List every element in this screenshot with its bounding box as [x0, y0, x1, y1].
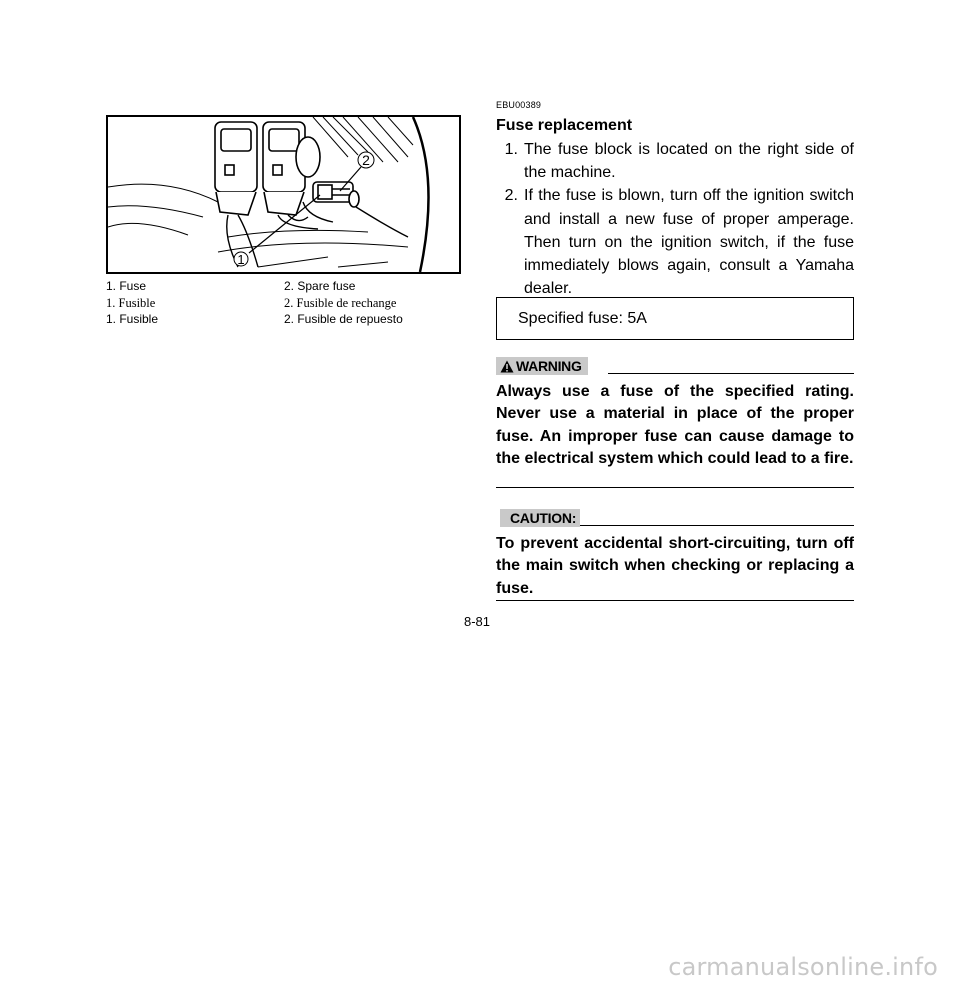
caption-spare-fuse-fr: 2. Fusible de rechange	[284, 295, 397, 310]
fuse-block-drawing	[108, 117, 459, 272]
warning-triangle-icon	[500, 360, 514, 373]
step-item	[496, 184, 854, 300]
caption-spare-fuse: 2. Spare fuse	[284, 279, 356, 293]
caution-badge	[500, 509, 580, 527]
watermark-text: carmanualsonline.info	[668, 953, 938, 981]
caption-fuse-es: 1. Fusible	[106, 312, 159, 326]
warning-bottom-rule	[496, 487, 854, 488]
section-code: EBU00389	[496, 100, 542, 110]
svg-text:2: 2	[362, 152, 370, 168]
caption-row-english	[106, 278, 466, 295]
caption-fuse-fr: 1. Fusible	[106, 295, 156, 310]
caption-spare-fuse-es: 2. Fusible de repuesto	[284, 312, 403, 326]
section-heading: Fuse replacement	[496, 117, 633, 134]
step-text: If the fuse is blown, turn off the ignition switch and install a new fuse of proper amperage. Then turn on the ignition switch, if the fuse immediately blows again, consult a Yamaha dealer.	[524, 187, 854, 298]
steps-list	[496, 138, 854, 300]
caution-label-row	[496, 509, 854, 529]
step-number: 1.	[504, 141, 518, 158]
caution-header-line	[580, 525, 854, 526]
step-item	[496, 138, 854, 184]
caution-label: CAUTION	[510, 510, 572, 526]
callout-1	[234, 252, 248, 267]
step-text: The fuse block is located on the right side of the machine.	[524, 141, 854, 182]
specification-box: Specified fuse: 5A	[496, 297, 854, 340]
caution-text: To prevent accidental short-circuiting, turn off the main switch when checking or replacing a fuse.	[496, 535, 854, 597]
svg-text:1: 1	[237, 252, 245, 267]
warning-badge	[496, 357, 588, 375]
warning-label-row	[496, 357, 854, 377]
caption-row-spanish	[106, 311, 466, 328]
fuse-block-illustration	[106, 115, 461, 274]
page-number: 8-81	[464, 614, 491, 629]
caution-bottom-rule	[496, 600, 854, 601]
callout-2	[358, 152, 374, 168]
step-number: 2.	[504, 187, 518, 205]
caption-row-french	[106, 295, 466, 312]
figure-captions	[106, 278, 466, 328]
warning-header-line	[608, 373, 854, 374]
caption-fuse: 1. Fuse	[106, 279, 147, 293]
warning-label: WARNING	[516, 358, 582, 374]
caution-colon: :	[571, 510, 577, 526]
warning-text: Always use a fuse of the specified rating. Never use a material in place of the proper fuse. An improper fuse can cause damage to the electrical system which could lead to a fire.	[496, 383, 854, 468]
